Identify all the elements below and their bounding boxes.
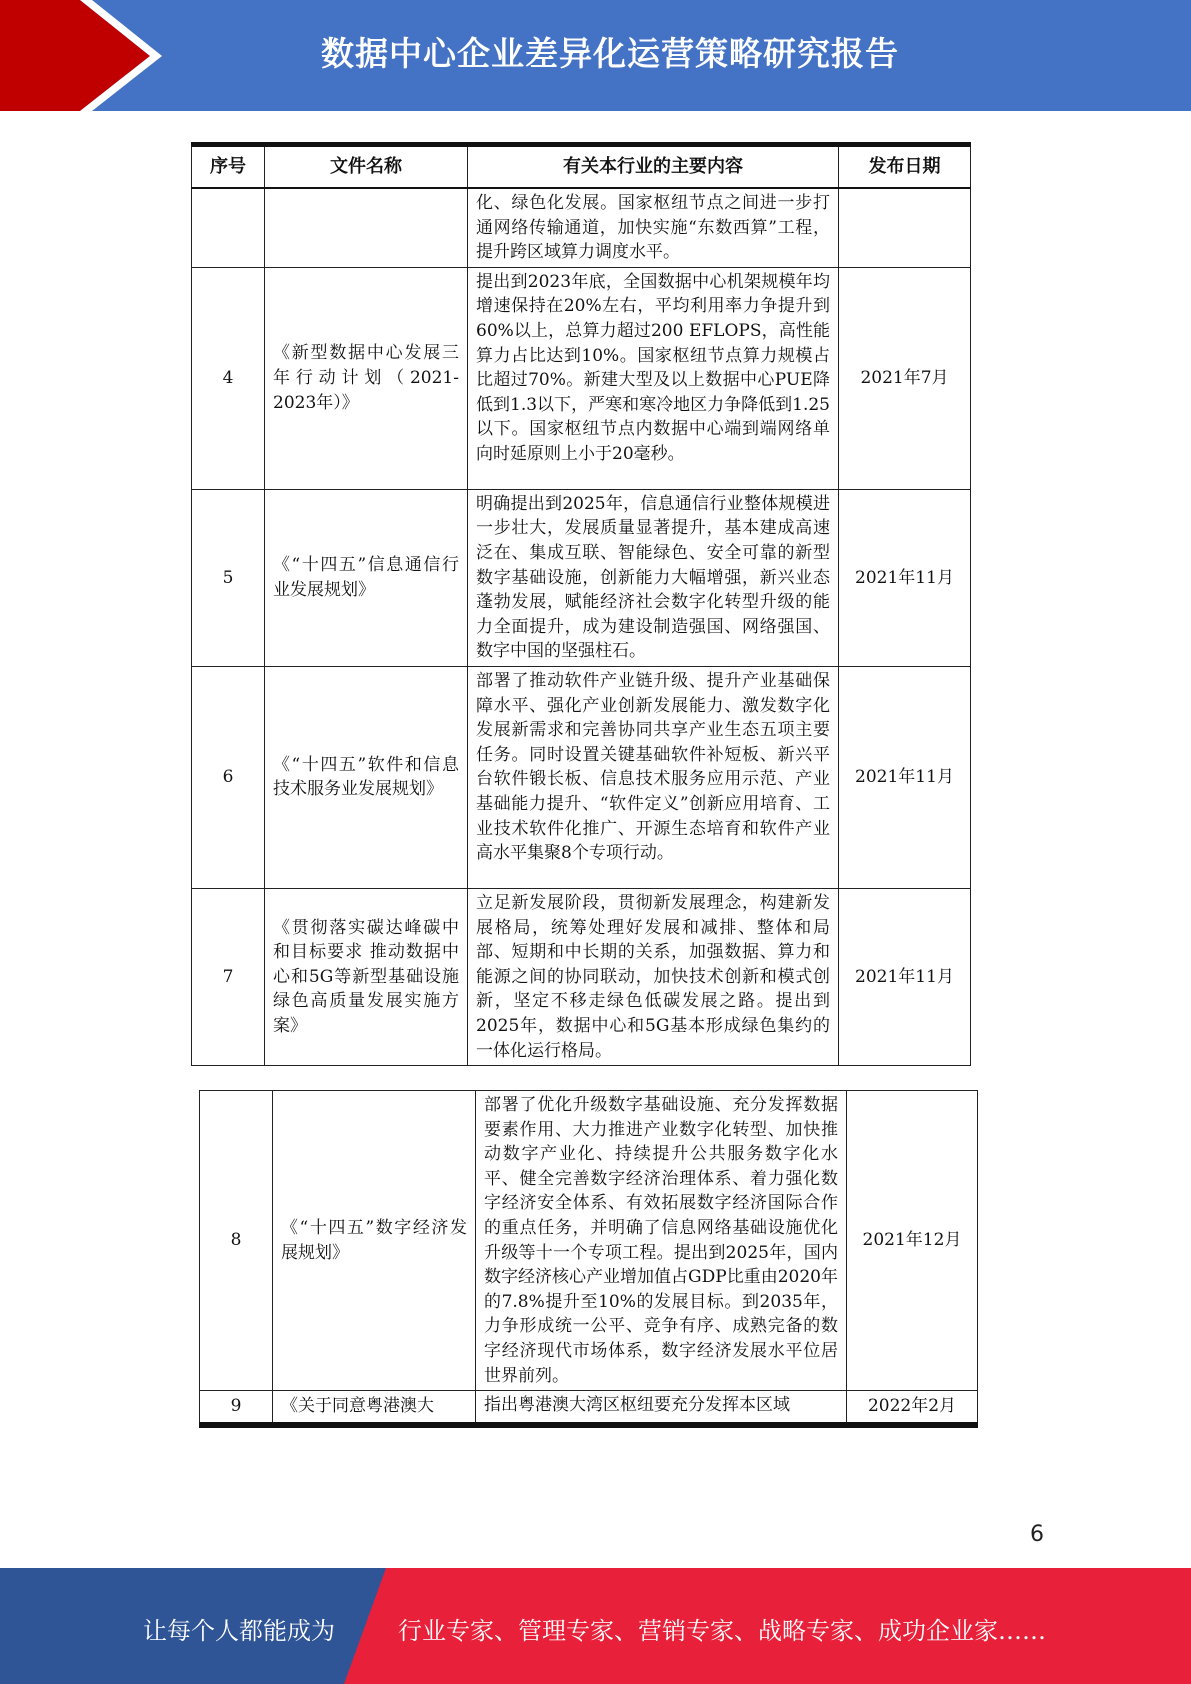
table-row (192, 489, 971, 666)
table-row (192, 666, 971, 888)
document-name (265, 188, 468, 267)
main-content: 部署了优化升级数字基础设施、充分发挥数据要素作用、大力推进产业数字化转型、加快推动数字产业化、持续提升公共服务数字化水平、健全完善数字经济治理体系、着力强化数字经济安全体系、有效拓展数字经济国际合作的重点任务，并明确了信息网络基础设施优化升级等十一个专项工程。提出到2025年，国内数字经济核心产业增加值占GDP比重由2020年的7.8%提升至10%的发展目标。到2035年，力争形成统一公平、竞争有序、成熟完备的数字经济现代市场体系，数字经济发展水平位居世界前列。 (476, 1091, 847, 1391)
row-number (192, 188, 265, 267)
row-number: 7 (192, 888, 265, 1065)
main-content: 立足新发展阶段，贯彻新发展理念，构建新发展格局，统筹处理好发展和减排、整体和局部、短期和中长期的关系，加强数据、算力和能源之间的协同联动，加快技术创新和模式创新，坚定不移走绿色低碳发展之路。提出到2025年，数据中心和5G基本形成绿色集约的一体化运行格局。 (468, 888, 839, 1065)
publish-date: 2022年2月 (847, 1391, 978, 1425)
footer-slogan-left: 让每个人都能成为 (143, 1617, 335, 1645)
document-name: 《“十四五”软件和信息技术服务业发展规划》 (265, 666, 468, 888)
main-content: 部署了推动软件产业链升级、提升产业基础保障水平、强化产业创新发展能力、激发数字化发展新需求和完善协同共享产业生态五项主要任务。同时设置关键基础软件补短板、新兴平台软件锻长板、信息技术服务应用示范、产业基础能力提升、“软件定义”创新应用培育、工业技术软件化推广、开源生态培育和软件产业高水平集聚8个专项行动。 (468, 666, 839, 888)
table-row (192, 888, 971, 1065)
column-header-main-content: 有关本行业的主要内容 (468, 145, 839, 189)
table-row (200, 1091, 978, 1391)
main-content: 明确提出到2025年，信息通信行业整体规模进一步壮大，发展质量显著提升，基本建成高速泛在、集成互联、智能绿色、安全可靠的新型数字基础设施，创新能力大幅增强，新兴业态蓬勃发展，赋能经济社会数字化转型升级的能力全面提升，成为建设制造强国、网络强国、数字中国的坚强柱石。 (468, 489, 839, 666)
column-header-number: 序号 (192, 145, 265, 189)
table-row (192, 188, 971, 267)
row-number: 9 (200, 1391, 273, 1425)
publish-date: 2021年11月 (839, 489, 971, 666)
document-name: 《“十四五”数字经济发展规划》 (273, 1091, 476, 1391)
table-row (192, 267, 971, 489)
document-name: 《新型数据中心发展三年行动计划（2021-2023年）》 (265, 267, 468, 489)
row-number: 8 (200, 1091, 273, 1391)
header-red-chevron (0, 0, 150, 111)
table-header-row (192, 145, 971, 189)
document-name: 《“十四五”信息通信行业发展规划》 (265, 489, 468, 666)
main-content: 指出粤港澳大湾区枢纽要充分发挥本区域 (476, 1391, 847, 1425)
column-header-publish-date: 发布日期 (839, 145, 971, 189)
document-name: 《关于同意粤港澳大 (273, 1391, 476, 1425)
document-title: 数据中心企业差异化运营策略研究报告 (321, 34, 899, 73)
row-number: 6 (192, 666, 265, 888)
table-row (200, 1391, 978, 1425)
page-number: 6 (1030, 1522, 1044, 1547)
publish-date: 2021年11月 (839, 666, 971, 888)
publish-date: 2021年7月 (839, 267, 971, 489)
row-number: 5 (192, 489, 265, 666)
publish-date: 2021年11月 (839, 888, 971, 1065)
column-header-document-name: 文件名称 (265, 145, 468, 189)
publish-date (839, 188, 971, 267)
publish-date: 2021年12月 (847, 1091, 978, 1391)
page-footer (0, 1568, 1191, 1684)
document-name: 《贯彻落实碳达峰碳中和目标要求 推动数据中心和5G等新型基础设施绿色高质量发展实施方案》 (265, 888, 468, 1065)
main-content: 化、绿色化发展。国家枢纽节点之间进一步打通网络传输通道，加快实施“东数西算”工程，提升跨区域算力调度水平。 (468, 188, 839, 267)
policy-table-part-2 (199, 1090, 978, 1428)
main-content: 提出到2023年底，全国数据中心机架规模年均增速保持在20%左右，平均利用率力争提升到60%以上，总算力超过200 EFLOPS，高性能算力占比达到10%。国家枢纽节点算力规模占比超过70%。新建大型及以上数据中心PUE降低到1.3以下，严寒和寒冷地区力争降低到1.25以下。国家枢纽节点内数据中心端到端网络单向时延原则上小于20毫秒。 (468, 267, 839, 489)
row-number: 4 (192, 267, 265, 489)
policy-table-part-1 (191, 142, 971, 1066)
page-header (0, 0, 1191, 111)
footer-slogan-right: 行业专家、管理专家、营销专家、战略专家、成功企业家…… (398, 1617, 1046, 1645)
